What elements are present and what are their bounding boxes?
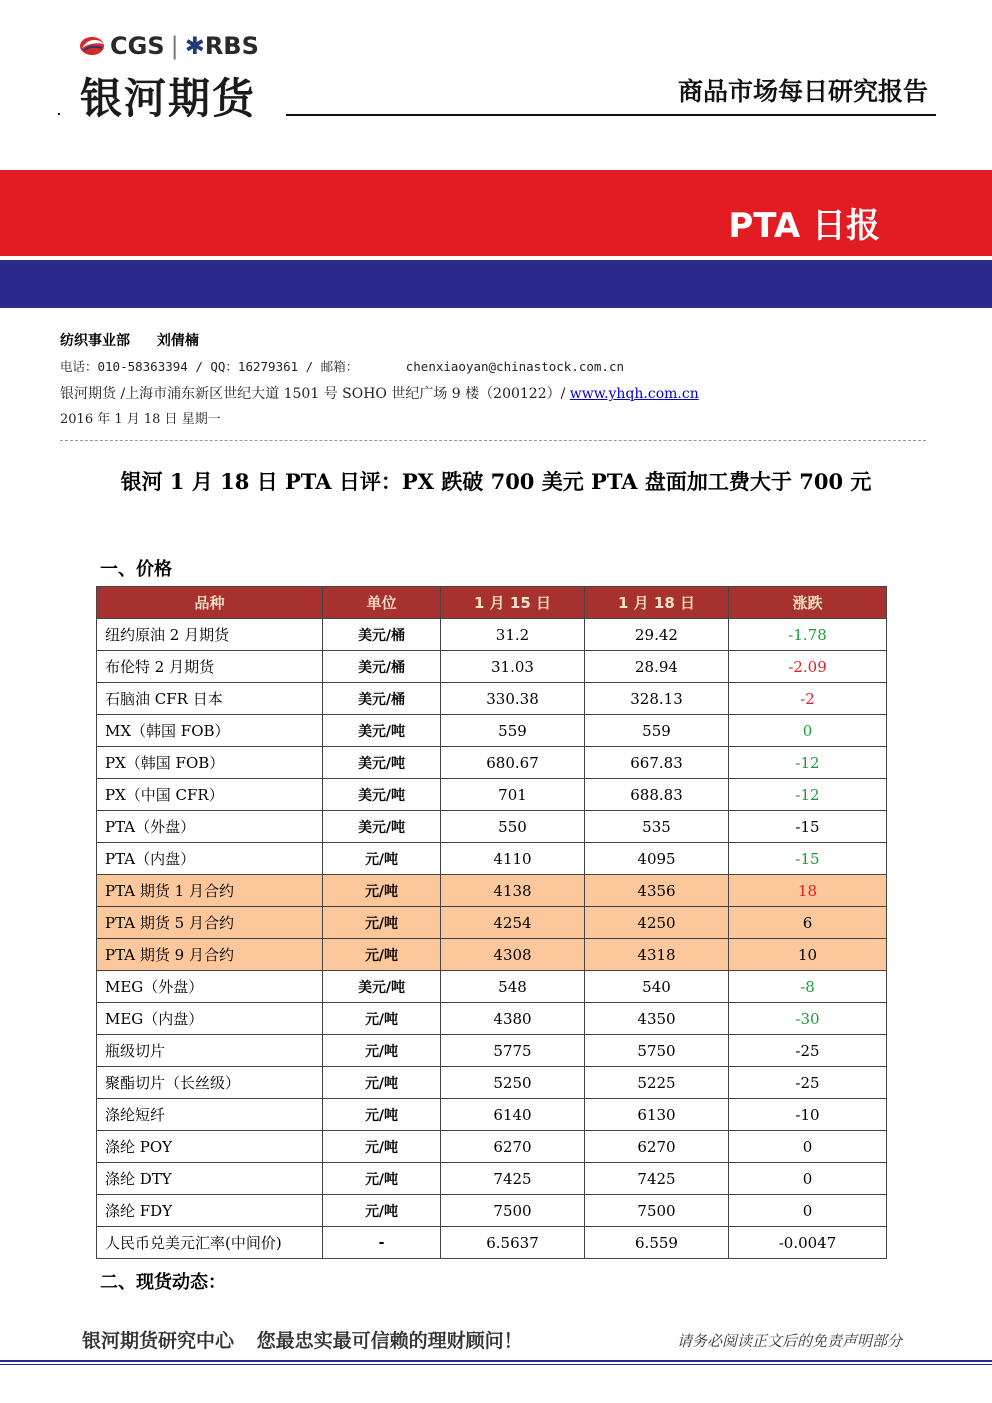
product-name-cell: MEG（内盘） xyxy=(97,1003,323,1035)
price-jan18-cell: 4250 xyxy=(585,907,729,939)
product-name-cell: 布伦特 2 月期货 xyxy=(97,651,323,683)
unit-cell: 元/吨 xyxy=(323,1035,441,1067)
table-row xyxy=(97,1163,887,1195)
price-jan18-cell: 4318 xyxy=(585,939,729,971)
price-jan18-cell: 667.83 xyxy=(585,747,729,779)
footer-rule xyxy=(0,1360,992,1362)
product-name-cell: PX（韩国 FOB） xyxy=(97,747,323,779)
table-row xyxy=(97,1067,887,1099)
product-name-cell: 聚酯切片（长丝级） xyxy=(97,1067,323,1099)
change-cell: -25 xyxy=(729,1067,887,1099)
column-header-change: 涨跌 xyxy=(729,587,887,619)
price-jan15-cell: 701 xyxy=(441,779,585,811)
product-name-cell: 纽约原油 2 月期货 xyxy=(97,619,323,651)
table-row xyxy=(97,1035,887,1067)
table-row xyxy=(97,715,887,747)
table-row xyxy=(97,1131,887,1163)
dashed-divider xyxy=(60,440,926,441)
change-cell: 0 xyxy=(729,1195,887,1227)
price-jan15-cell: 31.03 xyxy=(441,651,585,683)
price-jan18-cell: 7425 xyxy=(585,1163,729,1195)
column-header-date1: 1 月 15 日 xyxy=(441,587,585,619)
change-cell: -25 xyxy=(729,1035,887,1067)
table-row xyxy=(97,1099,887,1131)
product-name-cell: PTA 期货 1 月合约 xyxy=(97,875,323,907)
cgs-logo-icon xyxy=(78,34,106,58)
unit-cell: 元/吨 xyxy=(323,1163,441,1195)
price-jan15-cell: 4138 xyxy=(441,875,585,907)
table-row xyxy=(97,939,887,971)
footer-rule-thin xyxy=(0,1364,992,1365)
contact-info: 电话：010-58363394 / QQ：16279361 / 邮箱： xyxy=(60,359,359,374)
price-jan15-cell: 559 xyxy=(441,715,585,747)
change-cell: -30 xyxy=(729,1003,887,1035)
price-jan15-cell: 6270 xyxy=(441,1131,585,1163)
price-jan15-cell: 6140 xyxy=(441,1099,585,1131)
table-row xyxy=(97,811,887,843)
unit-cell: 美元/吨 xyxy=(323,971,441,1003)
change-cell: -2 xyxy=(729,683,887,715)
change-cell: -12 xyxy=(729,779,887,811)
price-jan18-cell: 7500 xyxy=(585,1195,729,1227)
unit-cell: - xyxy=(323,1227,441,1259)
logo-divider: | xyxy=(170,32,179,60)
price-jan18-cell: 535 xyxy=(585,811,729,843)
change-cell: -15 xyxy=(729,843,887,875)
contact-line xyxy=(60,357,624,375)
product-name-cell: 石脑油 CFR 日本 xyxy=(97,683,323,715)
unit-cell: 美元/吨 xyxy=(323,715,441,747)
change-cell: -12 xyxy=(729,747,887,779)
price-jan15-cell: 7500 xyxy=(441,1195,585,1227)
price-jan15-cell: 4308 xyxy=(441,939,585,971)
product-name-cell: PX（中国 CFR） xyxy=(97,779,323,811)
price-jan18-cell: 6270 xyxy=(585,1131,729,1163)
product-name-cell: MEG（外盘） xyxy=(97,971,323,1003)
unit-cell: 元/吨 xyxy=(323,907,441,939)
unit-cell: 元/吨 xyxy=(323,1195,441,1227)
change-cell: 10 xyxy=(729,939,887,971)
change-cell: 0 xyxy=(729,1131,887,1163)
product-name-cell: PTA（内盘） xyxy=(97,843,323,875)
change-cell: -2.09 xyxy=(729,651,887,683)
report-type-title: 商品市场每日研究报告 xyxy=(677,77,928,106)
price-jan15-cell: 7425 xyxy=(441,1163,585,1195)
column-header-date2: 1 月 18 日 xyxy=(585,587,729,619)
price-jan18-cell: 5225 xyxy=(585,1067,729,1099)
change-cell: -8 xyxy=(729,971,887,1003)
footer-slogan-text: 您最忠实最可信赖的理财顾问！ xyxy=(256,1330,523,1352)
product-name-cell: 瓶级切片 xyxy=(97,1035,323,1067)
price-jan15-cell: 680.67 xyxy=(441,747,585,779)
unit-cell: 美元/桶 xyxy=(323,619,441,651)
rbs-logo-icon: ✱ xyxy=(184,32,205,60)
price-jan18-cell: 328.13 xyxy=(585,683,729,715)
price-jan18-cell: 29.42 xyxy=(585,619,729,651)
table-header-row xyxy=(97,587,887,619)
price-jan15-cell: 330.38 xyxy=(441,683,585,715)
address-line xyxy=(60,383,699,403)
price-jan15-cell: 550 xyxy=(441,811,585,843)
product-name-cell: 涤纶短纤 xyxy=(97,1099,323,1131)
change-cell: 6 xyxy=(729,907,887,939)
table-row xyxy=(97,747,887,779)
unit-cell: 元/吨 xyxy=(323,1099,441,1131)
banner-title: PTA 日报 xyxy=(728,206,880,246)
unit-cell: 美元/桶 xyxy=(323,683,441,715)
change-cell: -15 xyxy=(729,811,887,843)
price-table xyxy=(96,586,887,1259)
price-jan18-cell: 559 xyxy=(585,715,729,747)
document-title: 银河 1 月 18 日 PTA 日评：PX 跌破 700 美元 PTA 盘面加工费大于 700 元 xyxy=(120,469,872,494)
table-row xyxy=(97,907,887,939)
price-jan15-cell: 5250 xyxy=(441,1067,585,1099)
website-link[interactable]: www.yhqh.com.cn xyxy=(569,386,699,402)
unit-cell: 美元/吨 xyxy=(323,779,441,811)
table-row xyxy=(97,1195,887,1227)
change-cell: -1.78 xyxy=(729,619,887,651)
address-text: 银河期货 /上海市浦东新区世纪大道 1501 号 SOHO 世纪广场 9 楼（200122）/ xyxy=(60,386,570,402)
product-name-cell: MX（韩国 FOB） xyxy=(97,715,323,747)
author-line xyxy=(60,330,221,350)
table-row xyxy=(97,875,887,907)
unit-cell: 元/吨 xyxy=(323,939,441,971)
price-jan15-cell: 548 xyxy=(441,971,585,1003)
product-name-cell: 涤纶 FDY xyxy=(97,1195,323,1227)
section-heading-price: 一、价格 xyxy=(100,559,172,580)
change-cell: -10 xyxy=(729,1099,887,1131)
unit-cell: 美元/桶 xyxy=(323,651,441,683)
change-cell: 18 xyxy=(729,875,887,907)
price-jan18-cell: 5750 xyxy=(585,1035,729,1067)
author-name: 刘倩楠 xyxy=(156,333,199,349)
column-header-unit: 单位 xyxy=(323,587,441,619)
change-cell: 0 xyxy=(729,1163,887,1195)
change-cell: 0 xyxy=(729,715,887,747)
price-jan18-cell: 540 xyxy=(585,971,729,1003)
price-jan18-cell: 6.559 xyxy=(585,1227,729,1259)
table-row xyxy=(97,683,887,715)
footer-slogan xyxy=(82,1326,539,1353)
table-row xyxy=(97,651,887,683)
table-row xyxy=(97,843,887,875)
unit-cell: 元/吨 xyxy=(323,875,441,907)
disclaimer-note: 请务必阅读正文后的免责声明部分 xyxy=(676,1332,902,1350)
unit-cell: 元/吨 xyxy=(323,1003,441,1035)
price-jan15-cell: 4380 xyxy=(441,1003,585,1035)
unit-cell: 元/吨 xyxy=(323,843,441,875)
margin-dot xyxy=(58,113,60,115)
product-name-cell: 人民币兑美元汇率(中间价) xyxy=(97,1227,323,1259)
price-jan18-cell: 4095 xyxy=(585,843,729,875)
price-jan15-cell: 4110 xyxy=(441,843,585,875)
product-name-cell: 涤纶 POY xyxy=(97,1131,323,1163)
price-jan18-cell: 4356 xyxy=(585,875,729,907)
logo-brand: CGS xyxy=(110,32,165,60)
product-name-cell: PTA（外盘） xyxy=(97,811,323,843)
unit-cell: 元/吨 xyxy=(323,1067,441,1099)
product-name-cell: 涤纶 DTY xyxy=(97,1163,323,1195)
unit-cell: 美元/吨 xyxy=(323,747,441,779)
table-row xyxy=(97,619,887,651)
product-name-cell: PTA 期货 9 月合约 xyxy=(97,939,323,971)
unit-cell: 元/吨 xyxy=(323,1131,441,1163)
price-jan15-cell: 31.2 xyxy=(441,619,585,651)
department: 纺织事业部 xyxy=(60,333,130,349)
section-heading-spot: 二、现货动态： xyxy=(100,1272,226,1293)
logo-partner: RBS xyxy=(204,32,259,60)
logo-chinese-name: 银河期货 xyxy=(80,74,257,123)
table-row xyxy=(97,1003,887,1035)
price-jan15-cell: 4254 xyxy=(441,907,585,939)
product-name-cell: PTA 期货 5 月合约 xyxy=(97,907,323,939)
unit-cell: 美元/吨 xyxy=(323,811,441,843)
price-jan18-cell: 28.94 xyxy=(585,651,729,683)
price-jan18-cell: 6130 xyxy=(585,1099,729,1131)
company-logo xyxy=(78,30,259,62)
table-row xyxy=(97,971,887,1003)
table-row xyxy=(97,779,887,811)
price-jan18-cell: 4350 xyxy=(585,1003,729,1035)
price-jan15-cell: 6.5637 xyxy=(441,1227,585,1259)
price-jan18-cell: 688.83 xyxy=(585,779,729,811)
column-header-product: 品种 xyxy=(97,587,323,619)
banner-blue-band xyxy=(0,260,992,308)
email-address[interactable]: chenxiaoyan@chinastock.com.cn xyxy=(405,359,624,374)
price-jan15-cell: 5775 xyxy=(441,1035,585,1067)
report-date: 2016 年 1 月 18 日 星期一 xyxy=(60,412,221,427)
footer-center-name: 银河期货研究中心 xyxy=(82,1330,235,1352)
change-cell: -0.0047 xyxy=(729,1227,887,1259)
header-divider xyxy=(286,114,936,116)
table-row xyxy=(97,1227,887,1259)
